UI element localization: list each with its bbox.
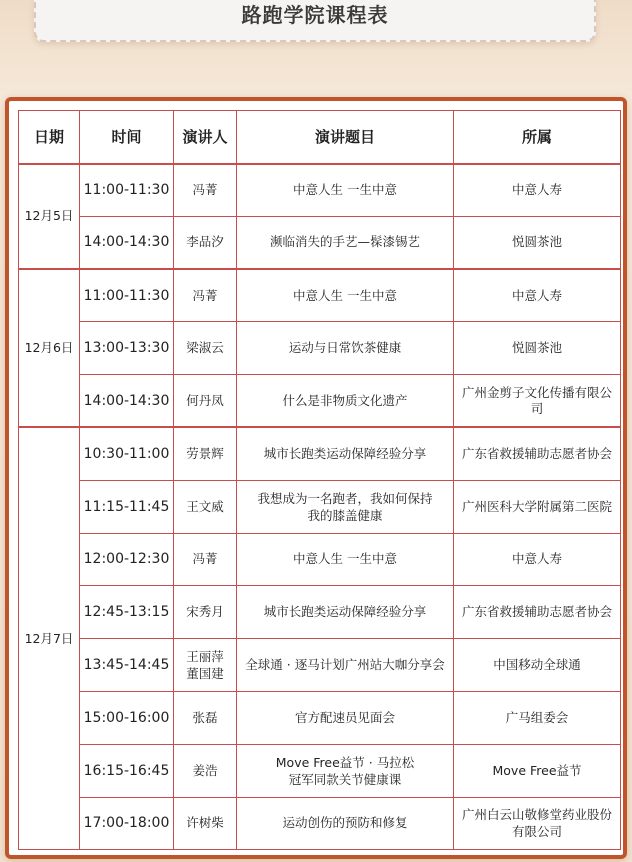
time-cell: 13:00-13:30: [80, 322, 174, 375]
time-cell: 14:00-14:30: [80, 216, 174, 269]
table-row: [19, 533, 621, 586]
org-cell: 广东省救援辅助志愿者协会: [454, 586, 621, 639]
speaker-cell: 姜浩: [174, 744, 237, 797]
table-row: [19, 269, 621, 322]
table-row: [19, 586, 621, 639]
table-row: [19, 216, 621, 269]
table-row: [19, 639, 621, 692]
schedule-table: [18, 110, 621, 850]
header-speaker: 演讲人: [174, 111, 237, 164]
topic-line: 我的膝盖健康: [307, 507, 383, 523]
org-cell: 广马组委会: [454, 691, 621, 744]
speaker-cell: 宋秀月: [174, 586, 237, 639]
schedule-frame: [5, 97, 627, 859]
topic-line: 我想成为一名跑者，我如何保持: [257, 490, 433, 506]
table-row: [19, 480, 621, 533]
topic-cell: [237, 480, 454, 533]
topic-line: 冠军同款关节健康课: [288, 771, 402, 787]
speaker-cell: 王文威: [174, 480, 237, 533]
time-cell: 10:30-11:00: [80, 427, 174, 480]
topic-cell: 官方配速员见面会: [237, 691, 454, 744]
speaker-cell: 冯菁: [174, 164, 237, 217]
time-cell: 16:15-16:45: [80, 744, 174, 797]
speaker-cell: 张磊: [174, 691, 237, 744]
speaker-cell: 许树柴: [174, 797, 237, 850]
time-cell: 12:00-12:30: [80, 533, 174, 586]
date-cell: 12月6日: [19, 269, 80, 427]
org-cell: 广州金剪子文化传播有限公司: [454, 375, 621, 428]
time-cell: 11:00-11:30: [80, 269, 174, 322]
speaker-cell: [174, 639, 237, 692]
speaker-cell: 冯菁: [174, 533, 237, 586]
topic-cell: 全球通 · 逐马计划广州站大咖分享会: [237, 639, 454, 692]
header-time: 时间: [80, 111, 174, 164]
org-cell: 广州医科大学附属第二医院: [454, 480, 621, 533]
speaker-cell: 冯菁: [174, 269, 237, 322]
org-cell: Move Free益节: [454, 744, 621, 797]
table-row: [19, 797, 621, 850]
org-cell: 广东省救援辅助志愿者协会: [454, 427, 621, 480]
topic-cell: 中意人生 一生中意: [237, 533, 454, 586]
time-cell: 14:00-14:30: [80, 375, 174, 428]
topic-cell: 中意人生 一生中意: [237, 269, 454, 322]
speaker-cell: 李品汐: [174, 216, 237, 269]
table-row: [19, 427, 621, 480]
table-row: [19, 164, 621, 217]
header-date: 日期: [19, 111, 80, 164]
org-cell: 中意人寿: [454, 533, 621, 586]
topic-cell: 运动创伤的预防和修复: [237, 797, 454, 850]
table-row: [19, 322, 621, 375]
table-header-row: [19, 111, 621, 164]
org-line: 广州白云山敬修堂药业股份: [461, 807, 612, 823]
time-cell: 13:45-14:45: [80, 639, 174, 692]
date-cell: 12月5日: [19, 164, 80, 270]
org-cell: 中意人寿: [454, 164, 621, 217]
org-cell: 中国移动全球通: [454, 639, 621, 692]
title-card: [34, 0, 596, 42]
topic-cell: 城市长跑类运动保障经验分享: [237, 586, 454, 639]
topic-cell: [237, 744, 454, 797]
speaker-cell: 梁淑云: [174, 322, 237, 375]
page-title: 路跑学院课程表: [241, 3, 389, 27]
time-cell: 15:00-16:00: [80, 691, 174, 744]
time-cell: 11:15-11:45: [80, 480, 174, 533]
topic-cell: 濒临消失的手艺—髹漆锡艺: [237, 216, 454, 269]
time-cell: 11:00-11:30: [80, 164, 174, 217]
table-row: [19, 744, 621, 797]
org-line: 有限公司: [511, 824, 562, 840]
table-row: [19, 375, 621, 428]
topic-line: Move Free益节 · 马拉松: [275, 754, 415, 770]
topic-cell: 城市长跑类运动保障经验分享: [237, 427, 454, 480]
speaker-cell: 何丹凤: [174, 375, 237, 428]
header-org: 所属: [454, 111, 621, 164]
time-cell: 12:45-13:15: [80, 586, 174, 639]
org-cell: 中意人寿: [454, 269, 621, 322]
org-cell: [454, 797, 621, 850]
topic-cell: 什么是非物质文化遗产: [237, 375, 454, 428]
org-cell: 悦圆茶池: [454, 216, 621, 269]
date-cell: 12月7日: [19, 427, 80, 849]
topic-cell: 运动与日常饮茶健康: [237, 322, 454, 375]
table-row: [19, 691, 621, 744]
topic-cell: 中意人生 一生中意: [237, 164, 454, 217]
time-cell: 17:00-18:00: [80, 797, 174, 850]
speaker-line: 王丽萍: [186, 649, 224, 665]
speaker-line: 董国建: [186, 666, 224, 682]
org-cell: 悦圆茶池: [454, 322, 621, 375]
header-topic: 演讲题目: [237, 111, 454, 164]
speaker-cell: 劳景辉: [174, 427, 237, 480]
